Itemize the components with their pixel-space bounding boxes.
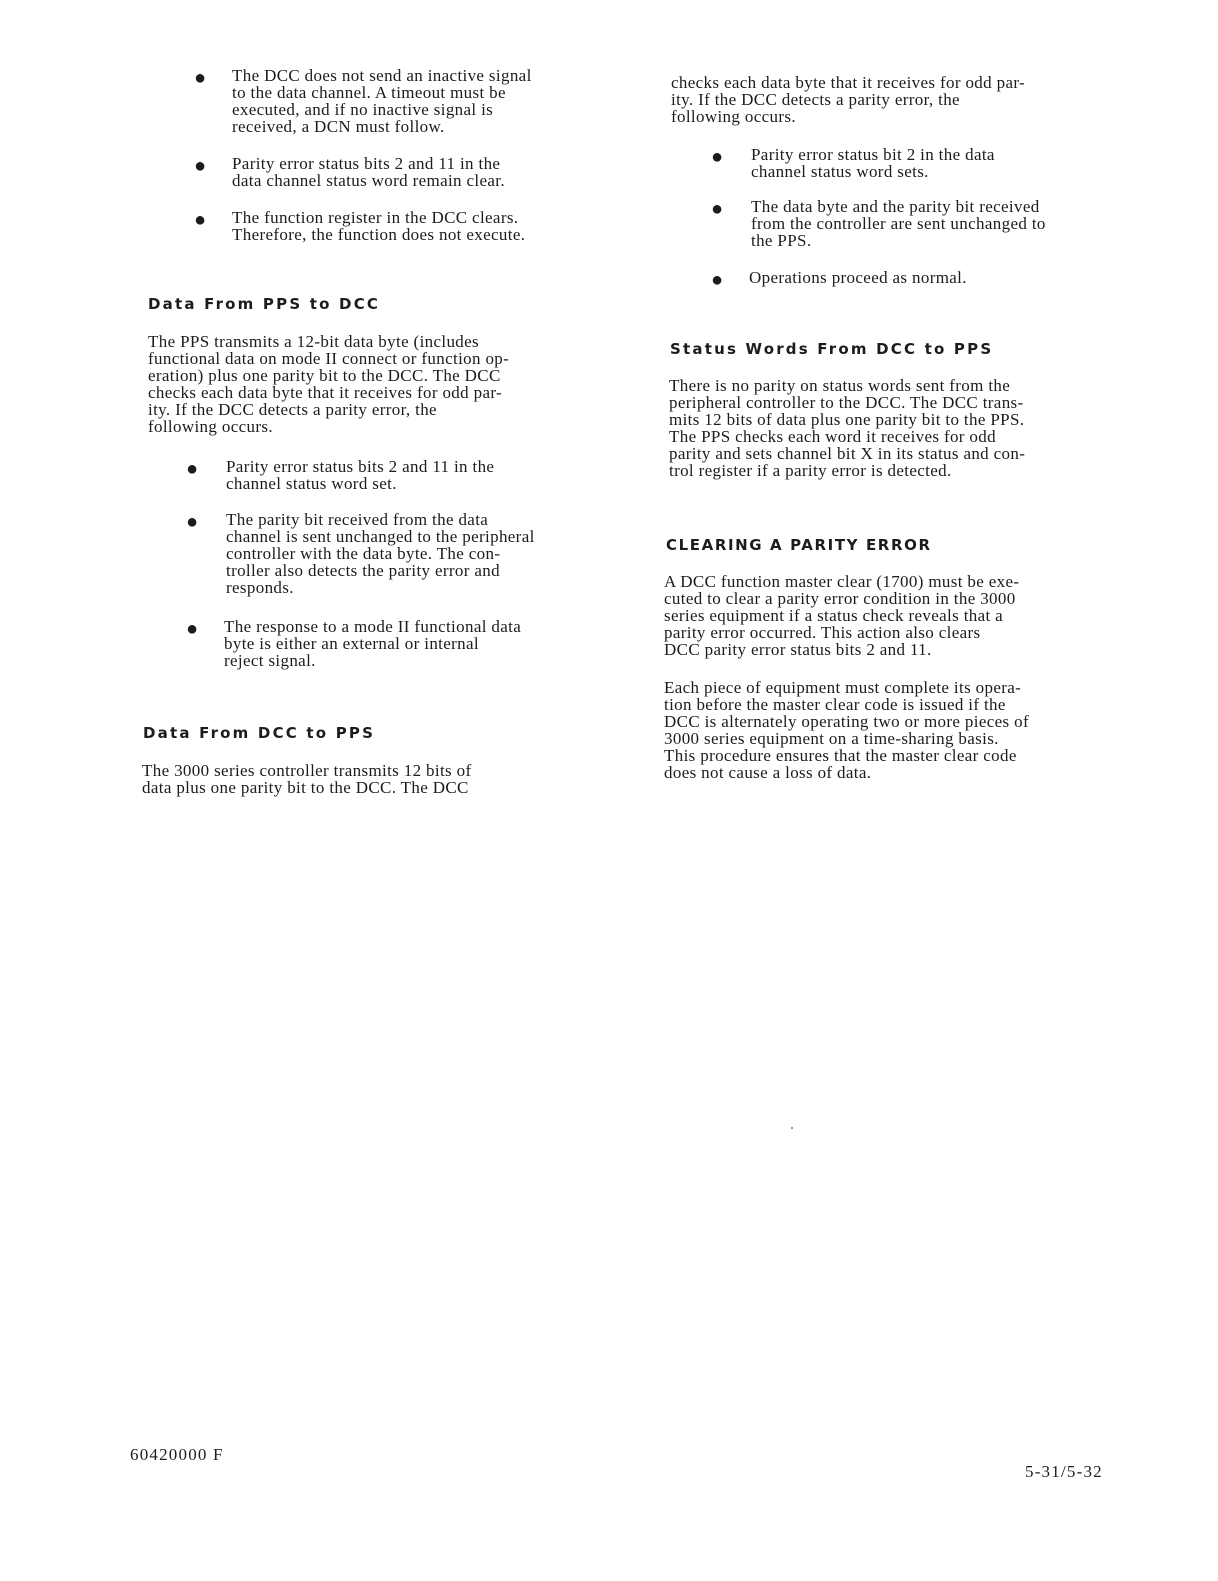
list-item xyxy=(711,268,1191,291)
pps-to-dcc-paragraph: The PPS transmits a 12-bit data byte (includes functional data on mode II connect or function op- eration) plus one parity bit to the DCC. The DCC checks each data byte that it receives for odd par- ity. If the DCC detects a parity error, the following occurs. xyxy=(148,332,510,436)
bullet-text: The DCC does not send an inactive signal to the data channel. A timeout must be executed, and if no inactive signal is received, a DCN must follow. xyxy=(232,66,532,136)
list-item xyxy=(186,458,618,511)
bullet-text: The function register in the DCC clears. Therefore, the function does not execute. xyxy=(232,208,526,244)
continued-paragraph: checks each data byte that it receives for odd par- ity. If the DCC detects a parity error, the following occurs. xyxy=(671,73,1026,126)
bullet-text: The parity bit received from the data channel is sent unchanged to the peripheral controller with the data byte. The con- troller also detects the parity error and responds. xyxy=(226,510,535,597)
bullet-text: The data byte and the parity bit received from the controller are sent unchanged to the PPS. xyxy=(751,197,1046,250)
bullet-text: Parity error status bits 2 and 11 in the data channel status word remain clear. xyxy=(232,154,505,190)
list-item xyxy=(711,198,1191,269)
intro-bullet-list xyxy=(194,67,614,243)
page-number: 5-31/5-32 xyxy=(1025,1462,1103,1481)
bullet-text: The response to a mode II functional data byte is either an external or internal reject signal. xyxy=(224,617,522,670)
bullet-icon: ● xyxy=(194,67,207,89)
list-item xyxy=(186,511,618,618)
document-number: 60420000 F xyxy=(130,1445,224,1464)
clearing-paragraph-1: A DCC function master clear (1700) must be exe- cuted to clear a parity error condition in the 3000 series equipment if a status check reveals that a parity error occurred. This action also clears DCC parity error status bits 2 and 11. xyxy=(664,572,1020,659)
pps-to-dcc-bullet-list xyxy=(186,458,618,669)
bullet-text: Parity error status bits 2 and 11 in the channel status word set. xyxy=(226,457,495,493)
bullet-icon: ● xyxy=(186,618,199,640)
section-heading-clearing-parity-error: CLEARING A PARITY ERROR xyxy=(666,536,932,554)
section-heading-dcc-to-pps: Data From DCC to PPS xyxy=(143,724,376,742)
dcc-to-pps-paragraph: The 3000 series controller transmits 12 bits of data plus one parity bit to the DCC. The DCC xyxy=(142,761,472,797)
status-words-paragraph: There is no parity on status words sent from the peripheral controller to the DCC. The DCC trans- mits 12 bits of data plus one parity bit to the PPS. The PPS checks each word it receives for odd parity and sets channel bit X in its status and con- trol register if a parity error is detected. xyxy=(669,376,1026,480)
list-item xyxy=(194,209,614,243)
bullet-icon: ● xyxy=(711,146,724,168)
bullet-icon: ● xyxy=(711,269,724,291)
bullet-icon: ● xyxy=(194,209,207,231)
bullet-icon: ● xyxy=(186,458,199,480)
scan-speck xyxy=(791,1127,793,1129)
clearing-paragraph-2: Each piece of equipment must complete its opera- tion before the master clear code is issued if the DCC is alternately operating two or more pieces of 3000 series equipment on a time-sharing basis. This procedure ensures that the master clear code does not cause a loss of data. xyxy=(664,678,1029,782)
bullet-icon: ● xyxy=(711,198,724,220)
section-heading-status-words: Status Words From DCC to PPS xyxy=(670,340,994,358)
bullet-text: Operations proceed as normal. xyxy=(749,268,967,287)
dcc-to-pps-bullet-list xyxy=(711,145,1191,291)
list-item xyxy=(186,618,618,669)
section-heading-pps-to-dcc: Data From PPS to DCC xyxy=(148,295,381,313)
list-item xyxy=(711,146,1191,198)
bullet-icon: ● xyxy=(186,511,199,533)
list-item xyxy=(194,155,614,209)
list-item xyxy=(194,67,614,155)
bullet-icon: ● xyxy=(194,155,207,177)
bullet-text: Parity error status bit 2 in the data channel status word sets. xyxy=(751,145,995,181)
